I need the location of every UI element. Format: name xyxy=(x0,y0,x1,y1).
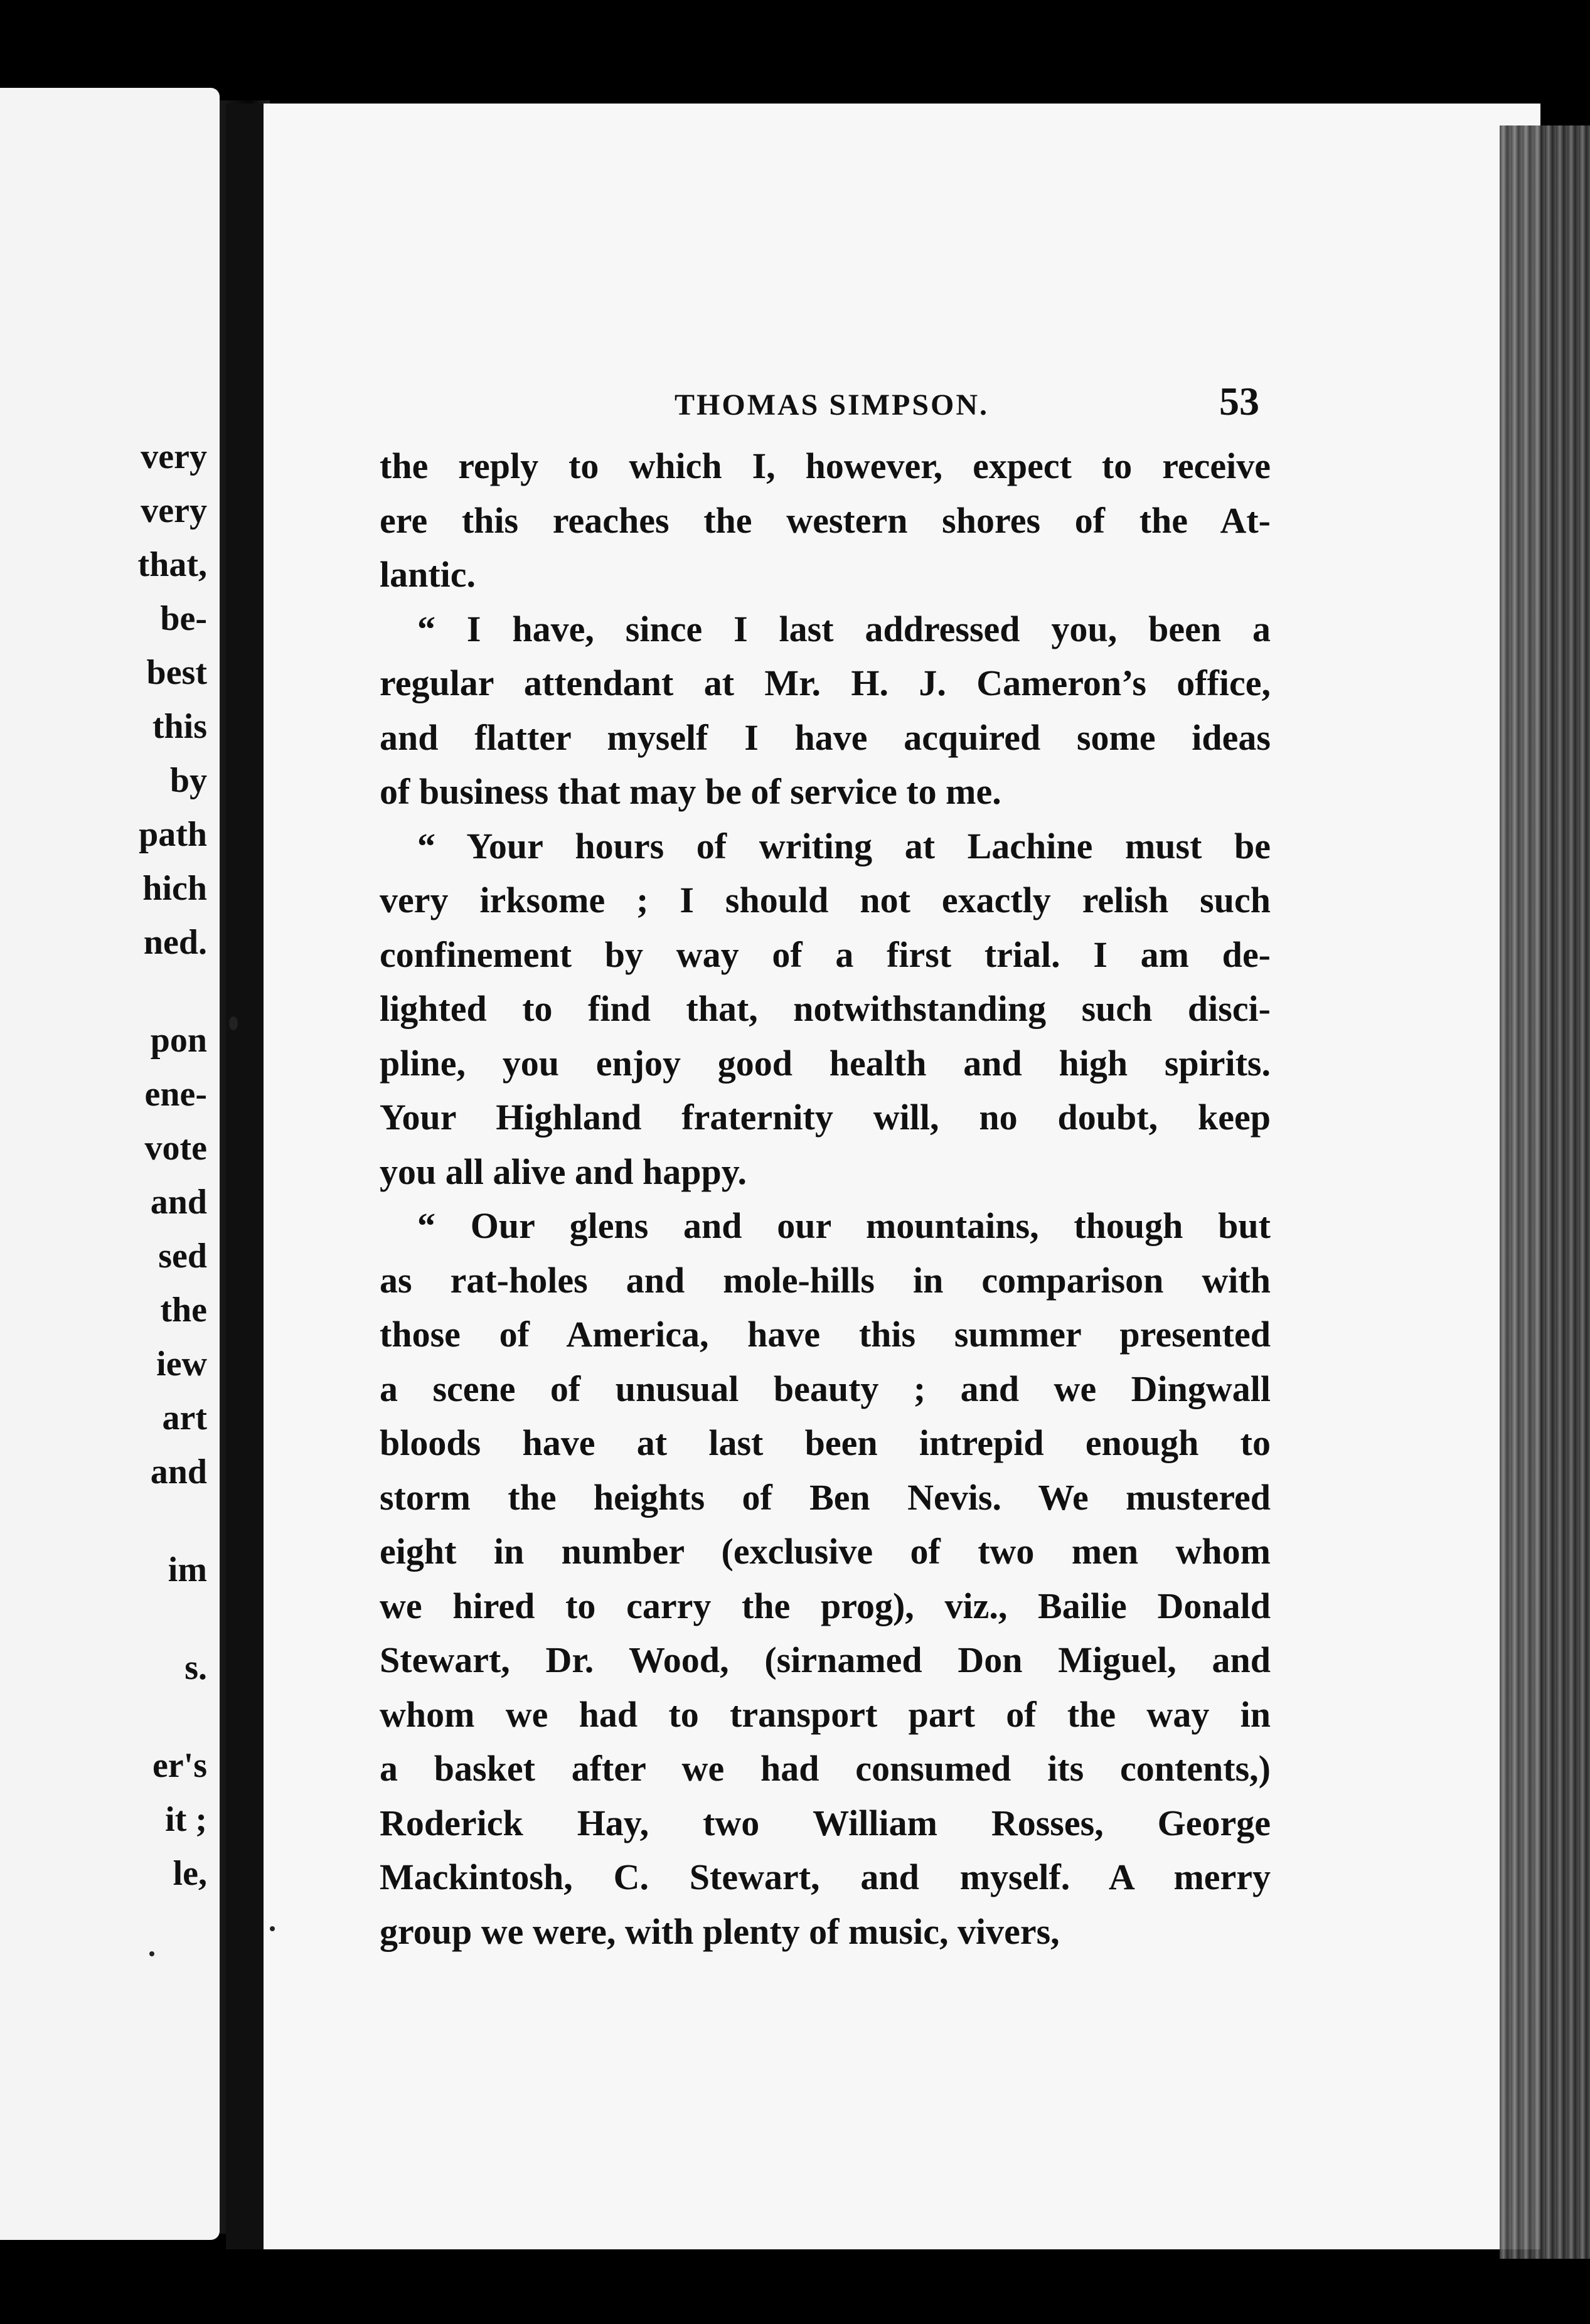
page-edge xyxy=(1500,125,1590,2259)
text-line: “ I have, since I last addressed you, been a xyxy=(417,608,1271,649)
left-fragment: pon xyxy=(150,1021,207,1060)
text-line: and flatter myself I have acquired some ideas xyxy=(380,717,1271,758)
text-line: bloods have at last been intrepid enough to xyxy=(380,1422,1271,1463)
left-fragment xyxy=(0,1695,207,1739)
left-fragment xyxy=(0,969,207,1013)
page-text-block xyxy=(380,364,1271,1959)
left-fragment: ene- xyxy=(144,1075,207,1114)
text-line: as rat-holes and mole-hills in comparison with xyxy=(380,1259,1271,1301)
left-fragment: er's xyxy=(152,1746,207,1785)
text-line: we hired to carry the prog), viz., Bailie Donald xyxy=(380,1585,1271,1626)
left-fragment: very xyxy=(141,437,207,476)
left-fragment: this xyxy=(152,707,207,746)
left-fragment: s. xyxy=(184,1648,207,1687)
text-line: of business that may be of service to me. xyxy=(380,771,1001,812)
left-fragment: it ; xyxy=(165,1800,207,1839)
running-title: THOMAS SIMPSON. xyxy=(675,388,990,422)
left-page-text-fragments xyxy=(0,430,207,1900)
running-head xyxy=(380,364,1271,439)
text-line: lantic. xyxy=(380,554,476,595)
text-line: Stewart, Dr. Wood, (sirnamed Don Miguel, and xyxy=(380,1639,1271,1680)
left-fragment: and xyxy=(150,1452,207,1491)
page-number: 53 xyxy=(1219,379,1259,424)
text-line: you all alive and happy. xyxy=(380,1151,747,1192)
left-fragment xyxy=(0,1499,207,1543)
left-facing-page xyxy=(0,88,220,2240)
body-text xyxy=(380,439,1271,1959)
left-fragment: vote xyxy=(144,1129,207,1168)
text-line: those of America, have this summer presented xyxy=(380,1314,1271,1355)
text-line: a scene of unusual beauty ; and we Dingwall xyxy=(380,1368,1271,1409)
left-fragment: art xyxy=(162,1399,207,1437)
text-line: Mackintosh, C. Stewart, and myself. A merry xyxy=(380,1857,1271,1897)
left-fragment: and xyxy=(150,1183,207,1222)
text-line: Your Highland fraternity will, no doubt, keep xyxy=(380,1097,1271,1138)
text-line: ere this reaches the western shores of the At- xyxy=(380,499,1271,541)
margin-speck xyxy=(149,1951,154,1956)
text-line: the reply to which I, however, expect to receive xyxy=(380,445,1271,486)
left-fragment: le, xyxy=(173,1854,207,1893)
left-fragment: by xyxy=(169,761,207,800)
left-fragment xyxy=(0,1597,207,1641)
text-line: whom we had to transport part of the way in xyxy=(380,1693,1271,1735)
margin-speck xyxy=(270,1926,275,1931)
left-fragment: the xyxy=(160,1291,207,1330)
text-line: eight in number (exclusive of two men whom xyxy=(380,1531,1271,1572)
left-fragment: path xyxy=(139,815,207,854)
left-fragment: im xyxy=(168,1550,207,1589)
text-line: lighted to find that, notwithstanding such disci- xyxy=(380,988,1271,1029)
text-line: Roderick Hay, two William Rosses, George xyxy=(380,1802,1271,1843)
text-line: “ Our glens and our mountains, though but xyxy=(417,1205,1271,1246)
left-fragment: iew xyxy=(156,1345,207,1383)
left-fragment: be- xyxy=(160,599,207,638)
text-line: “ Your hours of writing at Lachine must be xyxy=(417,825,1271,866)
left-fragment: that, xyxy=(137,545,207,584)
text-line: very irksome ; I should not exactly relish such xyxy=(380,880,1271,920)
text-line: regular attendant at Mr. H. J. Cameron’s office, xyxy=(380,663,1271,703)
left-fragment: sed xyxy=(158,1237,207,1276)
text-line: confinement by way of a first trial. I am de- xyxy=(380,934,1271,975)
margin-speck xyxy=(229,1016,238,1030)
left-fragment: hich xyxy=(142,869,207,908)
text-line: a basket after we had consumed its contents,) xyxy=(380,1748,1271,1789)
left-fragment: very xyxy=(141,491,207,530)
text-line: storm the heights of Ben Nevis. We mustered xyxy=(380,1476,1271,1518)
left-fragment: ned. xyxy=(143,923,207,962)
text-line: group we were, with plenty of music, vivers, xyxy=(380,1911,1060,1952)
text-line: pline, you enjoy good health and high spirits. xyxy=(380,1042,1271,1084)
left-fragment: best xyxy=(146,653,207,692)
